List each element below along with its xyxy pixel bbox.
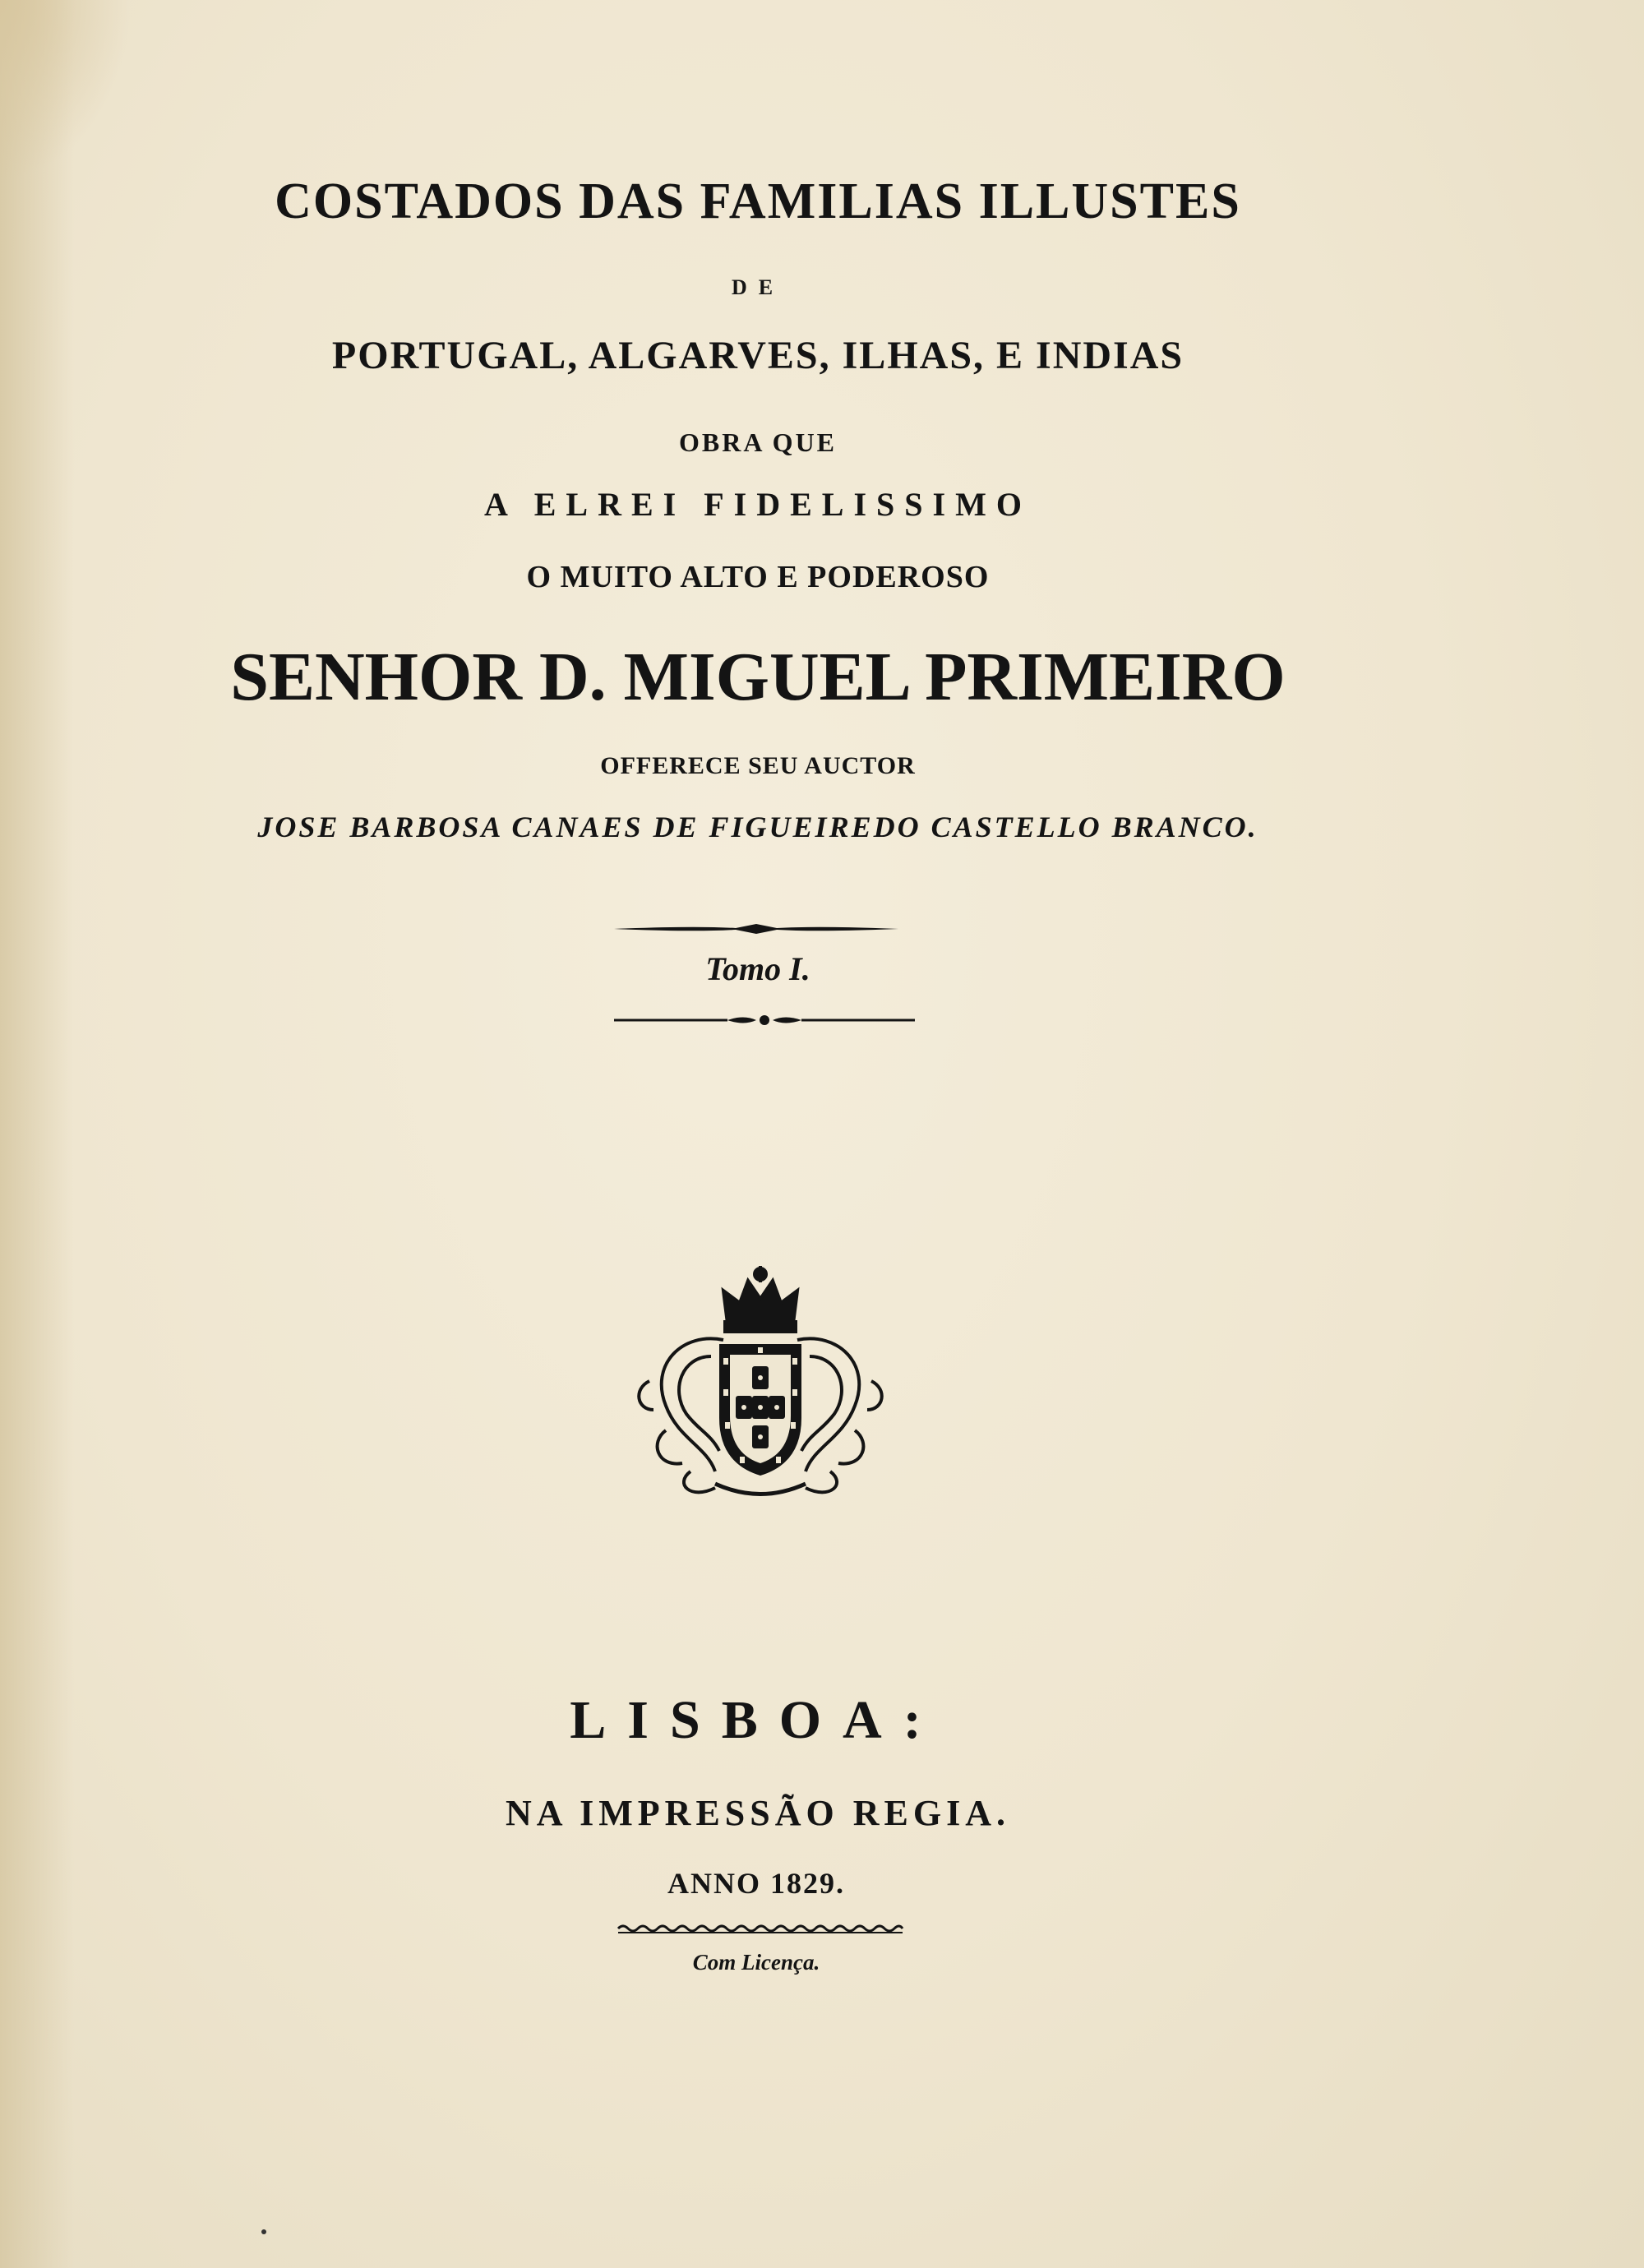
dedication-king: A ELREI FIDELISSIMO xyxy=(484,486,1032,523)
imprint-press: NA IMPRESSÃO REGIA. xyxy=(506,1793,1010,1833)
title-connector: DE xyxy=(731,275,785,299)
imprint-license: Com Licença. xyxy=(692,1950,820,1975)
dedicatee-name: SENHOR D. MIGUEL PRIMEIRO xyxy=(230,639,1286,715)
royal-coat-of-arms-icon xyxy=(633,1266,888,1504)
ornamental-rule-bottom xyxy=(612,1011,917,1029)
author-intro: OFFERECE SEU AUCTOR xyxy=(600,752,916,779)
wavy-rule xyxy=(616,1922,904,1935)
volume-label: Tomo I. xyxy=(705,950,810,987)
ornamental-rule-top xyxy=(612,921,900,937)
dedication-epithet: O MUITO ALTO E PODEROSO xyxy=(526,560,990,594)
author-name: JOSE BARBOSA CANAES DE FIGUEIREDO CASTELLO BRANCO. xyxy=(257,811,1258,843)
ink-speck xyxy=(261,2229,266,2234)
title-line-1: COSTADOS DAS FAMILIAS ILLUSTES xyxy=(275,173,1241,229)
dedication-intro: OBRA QUE xyxy=(678,427,838,457)
imprint-year: ANNO 1829. xyxy=(667,1867,845,1900)
imprint-city: LISBOA: xyxy=(570,1690,943,1750)
title-line-2: PORTUGAL, ALGARVES, ILHAS, E INDIAS xyxy=(331,334,1185,377)
